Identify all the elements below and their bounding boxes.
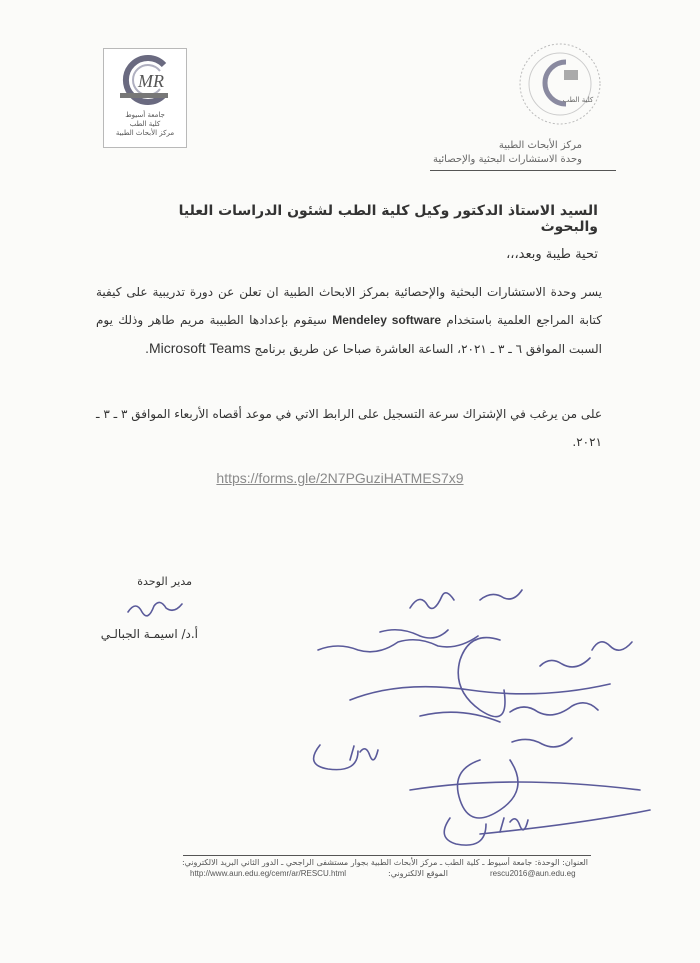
- software-name: Mendeley software: [332, 313, 442, 327]
- logo-caption: جامعة أسيوط كلية الطب مركز الأبحاث الطبية: [115, 111, 175, 137]
- signatory-name: أ.د/ اسيمـة الجبالـي: [100, 627, 198, 641]
- letter-greeting: تحية طيبة وبعد،،،: [506, 247, 598, 262]
- footer-email[interactable]: rescu2016@aun.edu.eg: [490, 869, 576, 878]
- registration-paragraph: على من يرغب في الإشتراك سرعة التسجيل على الرابط الاتي في موعد أقصاه الأربعاء الموافق ٣ ـ ٣ ـ ٢٠٢١.: [96, 407, 602, 449]
- footer-address: العنوان: الوحدة: جامعة أسيوط ـ كلية الطب ـ مركز الأبحاث الطبية بجوار مستشفى الراجحي ـ الدور الثاني البريد الالكتروني:: [181, 858, 588, 867]
- svg-text:MR: MR: [138, 71, 164, 91]
- announcement-paragraph: يسر وحدة الاستشارات البحثية والإحصائية بمركز الابحاث الطبية ان تعلن عن دورة تدريبية على كيفية كتابة المراجع العلمية باستخدام Mendeley software سيقوم بإعدادها الطبيبة مريم طاهر وذلك يوم السبت الموافق ٦ ـ ٣ ـ ٢٠٢١، الساعة العاشرة صباحا عن طريق برنامج Microsoft Teams.: [96, 285, 602, 356]
- footer-website[interactable]: http://www.aun.edu.eg/cemr/ar/RESCU.html: [190, 869, 347, 878]
- svg-text:كلية الطب: كلية الطب: [562, 96, 594, 104]
- org-unit-name: وحدة الاستشارات البحثية والإحصائية: [433, 154, 582, 165]
- footer-website-label: الموقع الالكتروني:: [388, 869, 448, 878]
- footer-divider: [183, 855, 591, 856]
- platform-name: Microsoft Teams: [148, 340, 251, 356]
- signatory-title: مدير الوحدة: [137, 575, 192, 588]
- letter-recipient: السيد الاستاذ الدكتور وكيل كلية الطب لشئون الدراسات العليا والبحوث: [178, 203, 598, 235]
- registration-link[interactable]: https://forms.gle/2N7PGuziHATMES7x9: [216, 470, 464, 486]
- org-center-name: مركز الأبحاث الطبية: [498, 140, 582, 151]
